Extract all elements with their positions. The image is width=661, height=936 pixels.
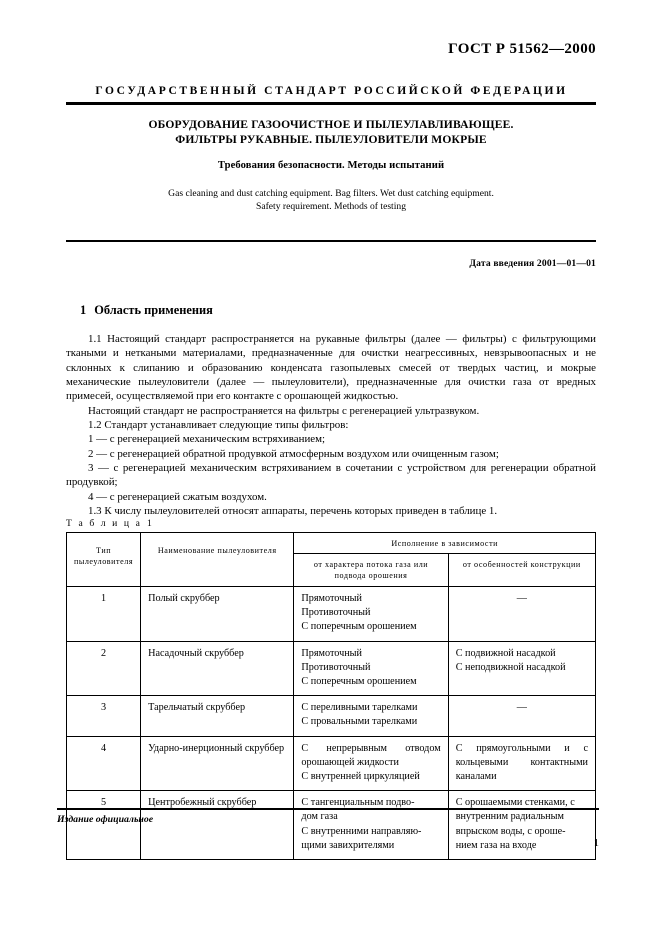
table-header-row-1 <box>67 533 596 554</box>
cell-flow <box>294 587 448 642</box>
filter-type-4: 4 — с регенерацией сжатым воздухом. <box>88 490 267 503</box>
cell-name-text: Полый скруббер <box>148 593 220 604</box>
document-title <box>66 118 596 147</box>
cell-construction <box>448 736 595 791</box>
title-separator-rule <box>66 240 596 242</box>
cell-type-text: 2 <box>101 647 107 659</box>
cell-name <box>141 641 294 696</box>
cell-flow-text <box>294 587 447 641</box>
header-rule <box>66 102 596 105</box>
cell-type <box>67 641 141 696</box>
cell-type <box>67 736 141 791</box>
effective-date: Дата введения 2001—01—01 <box>469 258 596 269</box>
table-row <box>67 791 596 860</box>
cell-line: каналами <box>455 771 497 783</box>
header-name-text: Наименование пылеуловителя <box>157 546 277 555</box>
cell-line: внутренним радиальным <box>455 811 564 823</box>
cell-flow-text <box>294 696 447 735</box>
cell-line: С тангенциальным подво- <box>301 797 415 809</box>
document-title-line-1: ОБОРУДОВАНИЕ ГАЗООЧИСТНОЕ И ПЫЛЕУЛАВЛИВАЮЩЕЕ. <box>148 118 514 131</box>
cell-line: — <box>516 702 527 714</box>
cell-line: С прямоугольными и с <box>455 742 588 754</box>
cell-type <box>67 696 141 736</box>
paragraph-1-3: 1.3 К числу пылеуловителей относят аппараты, перечень которых приведен в таблице 1. <box>88 505 498 518</box>
header-cell-type <box>67 533 141 587</box>
cell-line: С непрерывным отводом <box>301 742 441 754</box>
cell-line: С поперечным орошением <box>301 621 417 633</box>
paragraph-note: Настоящий стандарт не распространяется на фильтры с регенерацией ультразвуком. <box>88 404 480 417</box>
document-subtitle: Требования безопасности. Методы испытаний <box>217 160 445 171</box>
header-cell-construction <box>448 554 595 587</box>
cell-type-text: 5 <box>101 797 107 809</box>
cell-line: Противоточный <box>301 607 371 619</box>
table-row <box>67 587 596 642</box>
cell-construction-text <box>449 737 595 791</box>
cell-line: С внутренними направляю- <box>301 825 422 837</box>
header-flow-line-1: от характера потока газа или <box>313 560 429 569</box>
table-row <box>67 696 596 736</box>
header-cell-name <box>141 533 294 587</box>
cell-type-text: 1 <box>101 593 107 604</box>
cell-construction <box>448 641 595 696</box>
section-number: 1 <box>80 303 87 317</box>
cell-flow <box>294 641 448 696</box>
cell-construction-text <box>449 587 595 612</box>
table-caption-label: Т а б л и ц а <box>66 518 143 529</box>
header-cell-flow <box>294 554 448 587</box>
header-type-line-2: пылеуловителя <box>73 557 134 566</box>
cell-name-text: Центробежный скруббер <box>148 797 257 809</box>
standard-organization-title: ГОСУДАРСТВЕННЫЙ СТАНДАРТ РОССИЙСКОЙ ФЕДЕРАЦИИ <box>95 85 568 97</box>
footer-rule <box>57 808 599 810</box>
document-title-english-line-1: Gas cleaning and dust catching equipment. Bag filters. Wet dust catching equipment. <box>168 188 494 199</box>
cell-line: Противоточный <box>301 661 371 673</box>
table-row <box>67 736 596 791</box>
cell-flow-text <box>294 642 447 696</box>
section-heading <box>80 303 213 318</box>
cell-line: кольцевыми контактными <box>455 756 588 768</box>
cell-line: С внутренней циркуляцией <box>301 771 420 783</box>
cell-flow <box>294 696 448 736</box>
paragraph-1-1: 1.1 Настоящий стандарт распространяется на рукавные фильтры (далее — фильтры) с фильтрующими ткаными и неткаными материалами, предназначенные для очистки неагрессивных, невзрывоопасных и не склонных к слипанию и образованию конденсата газопылевых смесей от твердых частиц, и мокрые механические пылеуловители (далее — пылеуловители), предназначенные для очистки газа от вредных примесей, осуществляемой при его контакте с орошающей жидкостью. <box>66 333 596 403</box>
cell-line: щими завихрителями <box>301 839 395 851</box>
cell-line: С провальными тарелками <box>301 716 418 728</box>
page-number: 1 <box>593 838 599 849</box>
table-row <box>67 641 596 696</box>
cell-name-text: Насадочный скруббер <box>148 647 244 659</box>
cell-construction <box>448 587 595 642</box>
cell-line: орошающей жидкости <box>301 756 399 768</box>
cell-line: впрыском воды, с ороше- <box>455 825 566 837</box>
cell-line: С переливными тарелками <box>301 702 418 714</box>
cell-type <box>67 791 141 860</box>
dust-collector-table <box>66 532 596 860</box>
cell-name-text: Тарельчатый скруббер <box>148 702 246 714</box>
cell-flow <box>294 791 448 860</box>
cell-line: С неподвижной насадкой <box>455 661 566 673</box>
cell-name <box>141 696 294 736</box>
header-execution-text: Исполнение в зависимости <box>391 539 499 548</box>
cell-name <box>141 791 294 860</box>
cell-type-text: 4 <box>101 742 107 754</box>
table-caption <box>66 518 152 529</box>
header-type-text <box>67 533 140 572</box>
table-caption-number: 1 <box>147 518 152 529</box>
body-text <box>66 332 596 518</box>
section-title: Область применения <box>94 303 213 317</box>
paragraph-1-2: 1.2 Стандарт устанавливает следующие типы фильтров: <box>88 419 349 432</box>
cell-construction-text <box>449 642 595 681</box>
title-block <box>66 118 596 213</box>
cell-construction <box>448 696 595 736</box>
cell-line: Прямоточный <box>301 647 362 659</box>
filter-type-3: 3 — с регенерацией механическим встряхиванием в сочетании с устройством для регенерации обратной продувкой; <box>66 462 596 489</box>
document-title-english <box>66 188 596 213</box>
cell-type-text: 3 <box>101 702 107 714</box>
cell-line: С орошаемыми стенками, с <box>455 797 575 809</box>
gost-number: ГОСТ Р 51562—2000 <box>448 41 596 57</box>
cell-line: дом газа <box>301 811 338 823</box>
document-title-line-2: ФИЛЬТРЫ РУКАВНЫЕ. ПЫЛЕУЛОВИТЕЛИ МОКРЫЕ <box>175 132 487 146</box>
cell-line: — <box>516 593 527 604</box>
cell-construction <box>448 791 595 860</box>
cell-name <box>141 736 294 791</box>
filter-type-1: 1 — с регенерацией механическим встряхиванием; <box>88 433 326 446</box>
header-construction-text: от особенностей конструкции <box>462 560 581 569</box>
document-title-english-line-2: Safety requirement. Methods of testing <box>255 200 406 212</box>
cell-name <box>141 587 294 642</box>
cell-construction-text <box>449 696 595 721</box>
header-type-line-1: Тип <box>96 546 112 555</box>
header-flow-text <box>294 554 447 586</box>
filter-type-2: 2 — с регенерацией обратной продувкой атмосферным воздухом или очищенным газом; <box>88 447 499 460</box>
cell-flow-text <box>294 737 447 791</box>
cell-flow <box>294 736 448 791</box>
cell-type <box>67 587 141 642</box>
table-head <box>67 533 596 587</box>
cell-line: С подвижной насадкой <box>455 647 556 659</box>
cell-line: Прямоточный <box>301 593 362 604</box>
edition-note: Издание официальное <box>57 814 154 825</box>
cell-name-text: Ударно-инерционный скруббер <box>148 742 285 754</box>
header-cell-execution <box>294 533 596 554</box>
cell-line: С поперечным орошением <box>301 676 417 688</box>
cell-line: нием газа на входе <box>455 839 537 851</box>
header-flow-line-2: подвода орошения <box>334 571 408 580</box>
